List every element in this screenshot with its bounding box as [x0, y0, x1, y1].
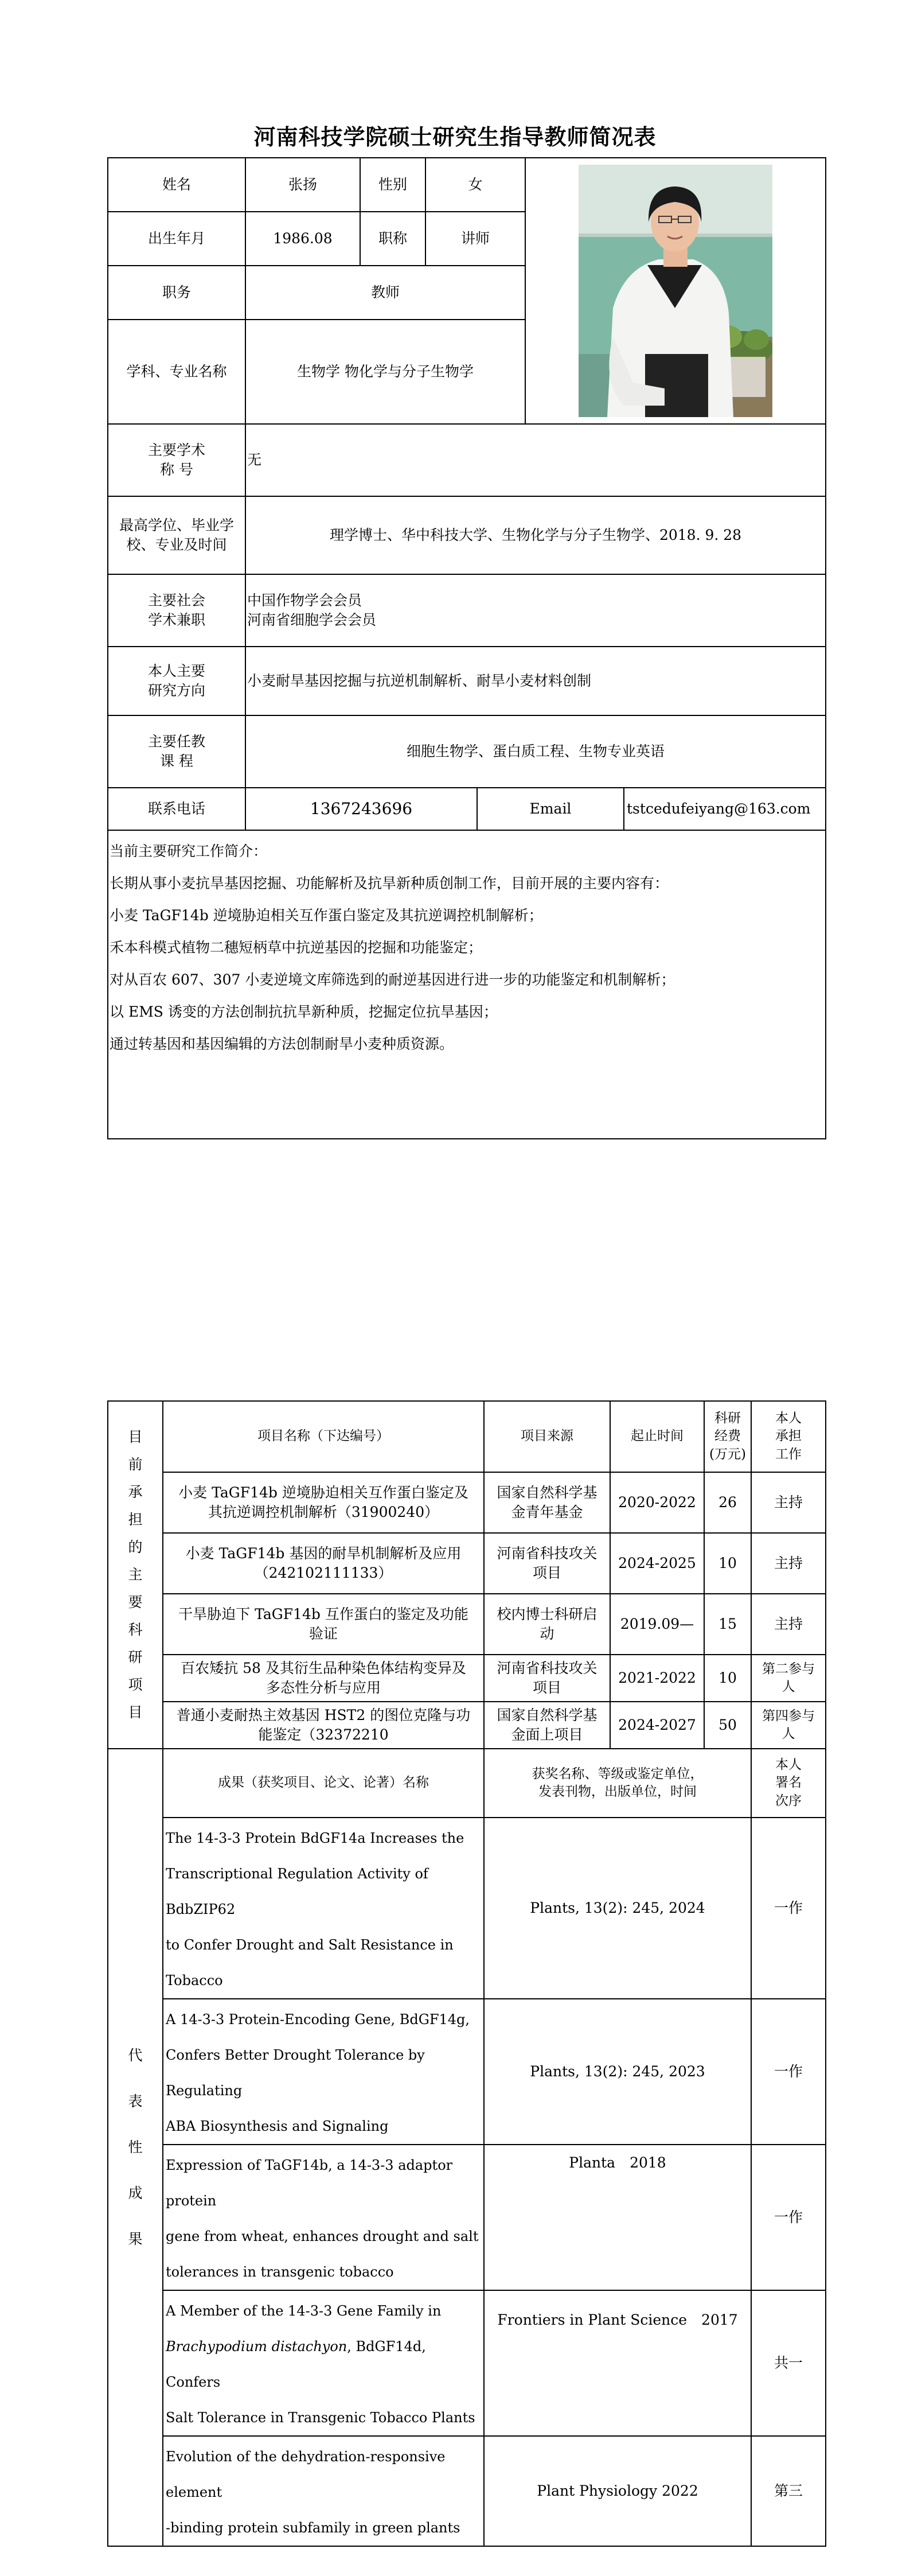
project-name-line: 百农矮抗 58 及其衍生品种染色体结构变异及 [181, 1660, 466, 1677]
achievement-title-line: Transcriptional Regulation Activity of BdbZIP62 [166, 1866, 428, 1917]
projects-achievements-table [107, 1400, 826, 2547]
project-name-line: 多态性分析与应用 [265, 1679, 381, 1696]
project-source [484, 1594, 610, 1655]
title-value: 讲师 [425, 212, 525, 266]
brief-line: 以 EMS 诱变的方法创制抗抗旱新种质，挖掘定位抗旱基因； [110, 1003, 498, 1020]
project-name-line: 其抗逆调控机制解析（31900240） [208, 1504, 439, 1520]
project-name [163, 1472, 484, 1533]
achievement-title-line: -binding protein subfamily in green plants [166, 2520, 460, 2536]
project-role [751, 1702, 826, 1749]
project-funding: 10 [704, 1533, 751, 1594]
email-label: Email [477, 788, 624, 830]
project-source [484, 1702, 610, 1749]
role-header-line: 本人 [775, 1411, 802, 1426]
project-name-line: 验证 [308, 1625, 338, 1642]
research-brief [108, 830, 826, 1139]
birth-label: 出生年月 [108, 212, 245, 266]
gender-value: 女 [425, 158, 525, 212]
achievement-title-line: A 14-3-3 Protein-Encoding Gene, BdGF14g, [166, 2011, 470, 2028]
achievement-title-rest: , BdGF14d, Confers [166, 2338, 426, 2390]
honor-label-line-2: 称 号 [160, 461, 193, 478]
achievement-title-line: The 14-3-3 Protein BdGF14a Increases the [166, 1830, 464, 1846]
rank-header-line: 次序 [775, 1793, 802, 1808]
research-label-line-2: 研究方向 [147, 682, 205, 699]
side-char: 科 [128, 1621, 143, 1638]
funding-header-line: (万元) [709, 1446, 746, 1462]
side-char: 代 [128, 2047, 143, 2064]
side-char: 的 [128, 1539, 143, 1555]
achievement-title [163, 2290, 484, 2436]
project-name-line: （242102111133） [254, 1565, 393, 1581]
venue-header-line: 获奖名称、等级或鉴定单位， [532, 1766, 704, 1781]
phone-value: 1367243696 [245, 788, 477, 830]
project-source-line: 项目 [532, 1565, 561, 1581]
profile-table [107, 157, 826, 1139]
table-row [108, 1594, 826, 1655]
col-project-funding [704, 1401, 751, 1472]
project-funding: 10 [704, 1655, 751, 1702]
achievement-title-line: Confers Better Drought Tolerance by Regulating [166, 2047, 425, 2099]
name-value: 张扬 [245, 158, 360, 212]
rank-header-line: 署名 [775, 1775, 802, 1791]
achievement-title-line: Evolution of the dehydration-responsive element [166, 2449, 446, 2500]
society-value [245, 574, 826, 647]
achievement-title-line [166, 2329, 481, 2400]
rank-header-line: 本人 [775, 1757, 802, 1773]
society-label [108, 574, 245, 647]
side-char: 目 [128, 1429, 143, 1445]
side-char: 性 [128, 2139, 143, 2155]
project-name [163, 1702, 484, 1749]
table-row [108, 1655, 826, 1702]
col-project-role [751, 1401, 826, 1472]
side-char: 主 [128, 1566, 143, 1583]
courses-label-line-2: 课 程 [160, 753, 193, 769]
project-name [163, 1655, 484, 1702]
achievement-title-line: Expression of TaGF14b, a 14-3-3 adaptor protein [166, 2157, 453, 2209]
degree-label-line-2: 校、专业及时间 [126, 536, 227, 553]
brief-line: 小麦 TaGF14b 逆境胁迫相关互作蛋白鉴定及其抗逆调控机制解析； [110, 907, 543, 924]
col-achievement-rank [751, 1749, 826, 1818]
honor-label [108, 424, 245, 496]
table-row [108, 1533, 826, 1594]
side-char: 要 [128, 1594, 143, 1610]
project-name [163, 1594, 484, 1655]
achievement-title-line: gene from wheat, enhances drought and salt [166, 2228, 479, 2244]
project-role-line: 人 [782, 1679, 795, 1694]
project-source-line: 金青年基金 [511, 1504, 583, 1520]
side-char: 表 [128, 2093, 143, 2110]
society-label-line-1: 主要社会 [147, 592, 205, 609]
project-source-line: 河南省科技攻关 [497, 1660, 597, 1677]
achievement-title-line: A Member of the 14-3-3 Gene Family in [166, 2303, 442, 2319]
achievement-venue: Plants, 13(2): 245, 2024 [484, 1818, 751, 1999]
portrait-photo [579, 165, 772, 417]
honor-value: 无 [245, 424, 826, 496]
project-source-line: 项目 [532, 1679, 561, 1696]
project-source-line: 河南省科技攻关 [497, 1545, 597, 1562]
table-row [108, 1818, 826, 1999]
project-source [484, 1655, 610, 1702]
project-name-line: 普通小麦耐热主效基因 HST2 的图位克隆与功 [176, 1707, 471, 1724]
research-label-line-1: 本人主要 [147, 663, 205, 680]
project-role: 主持 [751, 1533, 826, 1594]
achievement-title [163, 1999, 484, 2145]
side-char: 成 [128, 2185, 143, 2201]
society-line-1: 中国作物学会会员 [247, 592, 362, 609]
side-char: 承 [128, 1484, 143, 1500]
project-name-line: 能鉴定（32372210 [258, 1726, 389, 1743]
post-label: 职务 [108, 266, 245, 320]
project-role-line: 第四参与 [762, 1708, 815, 1723]
project-role: 主持 [751, 1594, 826, 1655]
degree-value: 理学博士、华中科技大学、生物化学与分子生物学、2018. 9. 28 [245, 496, 826, 574]
table-row [108, 2436, 826, 2546]
funding-header-line: 科研 [714, 1411, 741, 1426]
project-funding: 26 [704, 1472, 751, 1533]
achievement-title [163, 2145, 484, 2290]
funding-header-line: 经费 [714, 1429, 741, 1444]
courses-value: 细胞生物学、蛋白质工程、生物专业英语 [245, 715, 826, 788]
project-name-line: 小麦 TaGF14b 基因的耐旱机制解析及应用 [185, 1545, 462, 1562]
discipline-value: 生物学 物化学与分子生物学 [245, 320, 525, 424]
project-period: 2021-2022 [610, 1655, 704, 1702]
achievement-rank: 一作 [751, 1999, 826, 2145]
table-row [108, 1702, 826, 1749]
role-header-line: 工作 [775, 1446, 802, 1462]
honor-label-line-1: 主要学术 [147, 442, 205, 459]
project-name [163, 1533, 484, 1594]
table-row [108, 2290, 826, 2436]
project-source [484, 1472, 610, 1533]
photo-cell [525, 158, 826, 424]
courses-label [108, 715, 245, 788]
project-source-line: 金面上项目 [511, 1726, 583, 1743]
table-row [108, 1472, 826, 1533]
projects-side-label [108, 1401, 163, 1749]
achievement-rank: 共一 [751, 2290, 826, 2436]
project-role [751, 1655, 826, 1702]
achievement-rank: 第三 [751, 2436, 826, 2546]
achievement-venue: Frontiers in Plant Science 2017 [484, 2290, 751, 2436]
degree-label [108, 496, 245, 574]
title-label: 职称 [360, 212, 425, 266]
table-row [108, 2145, 826, 2290]
project-period: 2020-2022 [610, 1472, 704, 1533]
achievement-title [163, 2436, 484, 2546]
achievement-rank: 一作 [751, 1818, 826, 1999]
name-label: 姓名 [108, 158, 245, 212]
side-char: 果 [128, 2231, 143, 2247]
project-period: 2024-2025 [610, 1533, 704, 1594]
research-label [108, 647, 245, 715]
brief-line: 禾本科模式植物二穗短柄草中抗逆基因的挖掘和功能鉴定； [110, 939, 483, 956]
phone-label: 联系电话 [108, 788, 245, 830]
society-label-line-2: 学术兼职 [147, 612, 205, 628]
project-role-line: 人 [782, 1726, 795, 1741]
achievement-title-line: Salt Tolerance in Transgenic Tobacco Plants [166, 2410, 475, 2426]
project-name-line: 干旱胁迫下 TaGF14b 互作蛋白的鉴定及功能 [178, 1606, 468, 1623]
achievement-rank: 一作 [751, 2145, 826, 2290]
gender-label: 性别 [360, 158, 425, 212]
col-project-period: 起止时间 [610, 1401, 704, 1472]
project-source-line: 国家自然科学基 [497, 1707, 597, 1724]
project-source-line: 校内博士科研启 [497, 1606, 597, 1623]
project-name-line: 小麦 TaGF14b 逆境胁迫相关互作蛋白鉴定及 [178, 1484, 468, 1501]
brief-line: 长期从事小麦抗旱基因挖掘、功能解析及抗旱新种质创制工作，目前开展的主要内容有： [110, 875, 669, 892]
achievement-title-line: Tobacco [166, 1972, 223, 1989]
brief-line: 对从百农 607、307 小麦逆境文库筛选到的耐逆基因进行进一步的功能鉴定和机制解析； [110, 971, 675, 988]
achievement-venue: Plants, 13(2): 245, 2023 [484, 1999, 751, 2145]
achievements-side-label [108, 1749, 163, 2546]
project-role-line: 第二参与 [762, 1661, 815, 1676]
side-char: 项 [128, 1676, 143, 1693]
project-source-line: 国家自然科学基 [497, 1484, 597, 1501]
side-char: 研 [128, 1649, 143, 1666]
role-header-line: 承担 [775, 1429, 802, 1444]
research-value: 小麦耐旱基因挖掘与抗逆机制解析、耐旱小麦材料创制 [245, 647, 826, 715]
species-name: Brachypodium distachyon [166, 2338, 347, 2355]
email-value: tstcedufeiyang@163.com [624, 788, 826, 830]
project-period: 2019.09— [610, 1594, 704, 1655]
venue-header-line: 发表刊物，出版单位，时间 [538, 1784, 697, 1799]
side-char: 担 [128, 1511, 143, 1528]
achievement-title-line: ABA Biosynthesis and Signaling [166, 2118, 389, 2134]
col-project-source: 项目来源 [484, 1401, 610, 1472]
discipline-label: 学科、专业名称 [108, 320, 245, 424]
side-char: 前 [128, 1456, 143, 1473]
project-funding: 15 [704, 1594, 751, 1655]
project-source-line: 动 [540, 1625, 554, 1642]
project-source [484, 1533, 610, 1594]
project-funding: 50 [704, 1702, 751, 1749]
society-line-2: 河南省细胞学会会员 [247, 612, 377, 628]
achievement-venue: Plant Physiology 2022 [484, 2436, 751, 2546]
birth-value: 1986.08 [245, 212, 360, 266]
post-value: 教师 [245, 266, 525, 320]
project-role: 主持 [751, 1472, 826, 1533]
project-period: 2024-2027 [610, 1702, 704, 1749]
achievement-title-line: tolerances in transgenic tobacco [166, 2264, 394, 2280]
achievement-title-line: to Confer Drought and Salt Resistance in [166, 1937, 454, 1953]
page-title: 河南科技学院硕士研究生指导教师简况表 [253, 124, 657, 150]
brief-heading: 当前主要研究工作简介： [110, 843, 268, 859]
achievement-venue: Planta 2018 [484, 2145, 751, 2290]
achievement-title [163, 1818, 484, 1999]
col-achievement-name: 成果（获奖项目、论文、论著）名称 [163, 1749, 484, 1818]
col-project-name: 项目名称（下达编号） [163, 1401, 484, 1472]
courses-label-line-1: 主要任教 [147, 733, 205, 750]
col-achievement-venue [484, 1749, 751, 1818]
brief-line: 通过转基因和基因编辑的方法创制耐旱小麦种质资源。 [110, 1036, 454, 1052]
table-row [108, 1999, 826, 2145]
degree-label-line-1: 最高学位、毕业学 [119, 517, 234, 534]
side-char: 目 [128, 1704, 143, 1721]
